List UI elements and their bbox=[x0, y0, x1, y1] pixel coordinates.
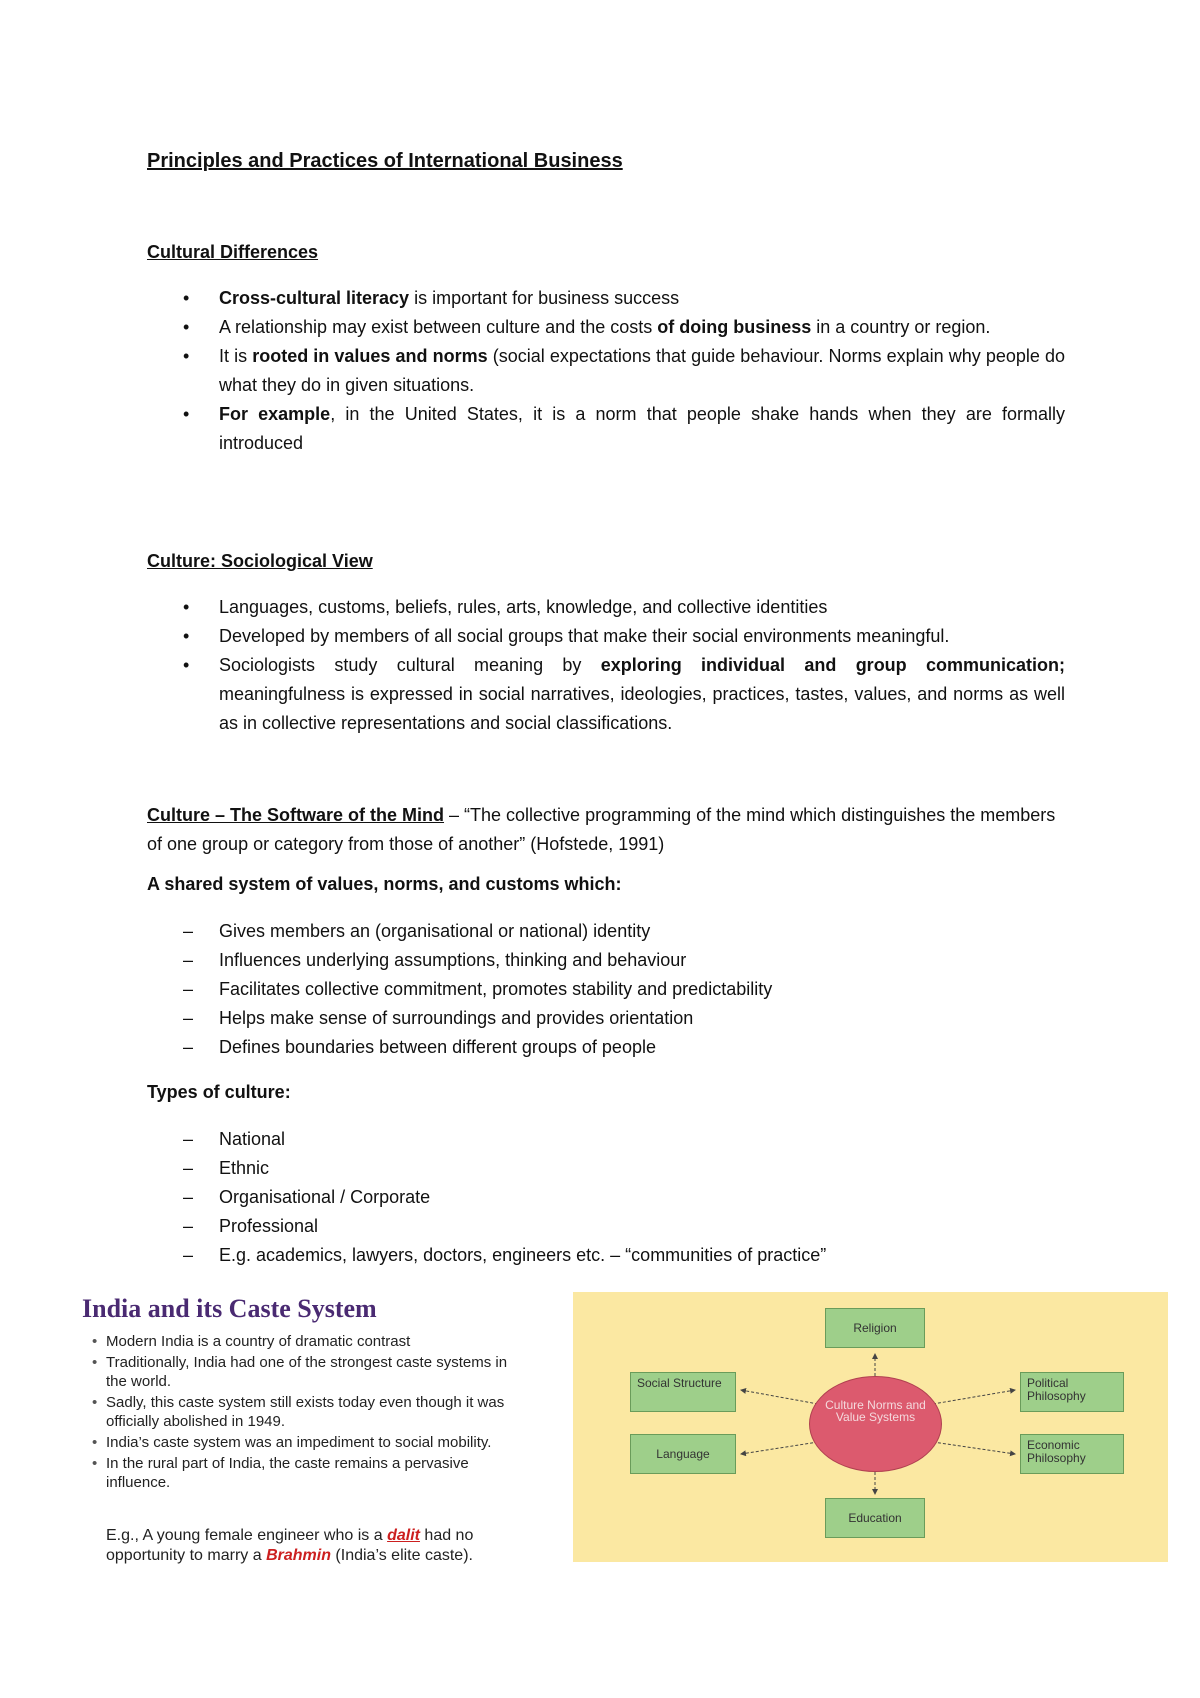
list-item: • Developed by members of all social groups that make their social environments meaningful. bbox=[147, 622, 1065, 651]
box-education: Education bbox=[825, 1498, 925, 1538]
list-item: • Sadly, this caste system still exists today even though it was officially abolished in 1949. bbox=[90, 1393, 520, 1431]
box-economic-philosophy: Economic Philosophy bbox=[1020, 1434, 1124, 1474]
arrow-to-political-philosophy bbox=[933, 1390, 1015, 1404]
list-item: – Defines boundaries between different groups of people bbox=[147, 1033, 1065, 1062]
cultural-differences-list bbox=[147, 284, 1065, 458]
box-language: Language bbox=[630, 1434, 736, 1474]
page-title: Principles and Practices of International Business bbox=[147, 150, 623, 172]
list-item: • Cross-cultural literacy is important for business success bbox=[147, 284, 1065, 313]
box-religion: Religion bbox=[825, 1308, 925, 1348]
section-heading-sociological-view: Culture: Sociological View bbox=[147, 551, 373, 571]
list-item: – Helps make sense of surroundings and provides orientation bbox=[147, 1004, 1065, 1033]
list-item: • Sociologists study cultural meaning by exploring individual and group communication; meaningfulness is expressed in social narratives, ideologies, practices, tastes, values, and norms as well as in collective representations and social classifications. bbox=[147, 651, 1065, 738]
culture-norms-circle: Culture Norms and Value Systems bbox=[809, 1376, 942, 1472]
culture-diagram bbox=[573, 1292, 1168, 1562]
arrow-to-language bbox=[741, 1442, 818, 1454]
list-item: • India’s caste system was an impediment to social mobility. bbox=[90, 1433, 520, 1452]
box-political-philosophy: Political Philosophy bbox=[1020, 1372, 1124, 1412]
list-item: • For example, in the United States, it is a norm that people shake hands when they are formally introduced bbox=[147, 400, 1065, 458]
list-item: • In the rural part of India, the caste remains a pervasive influence. bbox=[90, 1454, 520, 1492]
list-item: – Gives members an (organisational or national) identity bbox=[147, 917, 1065, 946]
section-heading-software-of-mind: Culture – The Software of the Mind bbox=[147, 805, 445, 825]
list-item: – Ethnic bbox=[147, 1154, 1065, 1183]
india-caste-title: India and its Caste System bbox=[82, 1294, 377, 1323]
list-item: • It is rooted in values and norms (social expectations that guide behaviour. Norms explain why people do what they do in given situations. bbox=[147, 342, 1065, 400]
shared-system-list bbox=[147, 917, 1065, 1062]
box-social-structure: Social Structure bbox=[630, 1372, 736, 1412]
list-item: – Organisational / Corporate bbox=[147, 1183, 1065, 1212]
india-caste-example: E.g., A young female engineer who is a dalit had no opportunity to marry a Brahmin (India’s elite caste). bbox=[106, 1527, 474, 1564]
section-heading-cultural-differences: Cultural Differences bbox=[147, 242, 319, 262]
sociological-view-list bbox=[147, 593, 1065, 738]
list-item: – E.g. academics, lawyers, doctors, engineers etc. – “communities of practice” bbox=[147, 1241, 1065, 1270]
shared-system-label: A shared system of values, norms, and customs which: bbox=[147, 874, 622, 894]
types-of-culture-label: Types of culture: bbox=[147, 1082, 291, 1102]
list-item: – Influences underlying assumptions, thinking and behaviour bbox=[147, 946, 1065, 975]
list-item: • Modern India is a country of dramatic contrast bbox=[90, 1332, 520, 1351]
list-item: – National bbox=[147, 1125, 1065, 1154]
list-item: • A relationship may exist between culture and the costs of doing business in a country or region. bbox=[147, 313, 1065, 342]
types-of-culture-list bbox=[147, 1125, 1065, 1270]
list-item: • Traditionally, India had one of the strongest caste systems in the world. bbox=[90, 1353, 520, 1391]
india-caste-list bbox=[90, 1332, 520, 1494]
software-of-mind-paragraph: Culture – The Software of the Mind – “The collective programming of the mind which distinguishes the members of one group or category from those of another” (Hofstede, 1991) bbox=[147, 805, 1056, 854]
list-item: – Professional bbox=[147, 1212, 1065, 1241]
arrow-to-economic-philosophy bbox=[933, 1442, 1015, 1454]
list-item: – Facilitates collective commitment, promotes stability and predictability bbox=[147, 975, 1065, 1004]
list-item: • Languages, customs, beliefs, rules, arts, knowledge, and collective identities bbox=[147, 593, 1065, 622]
arrow-to-social-structure bbox=[741, 1390, 818, 1404]
